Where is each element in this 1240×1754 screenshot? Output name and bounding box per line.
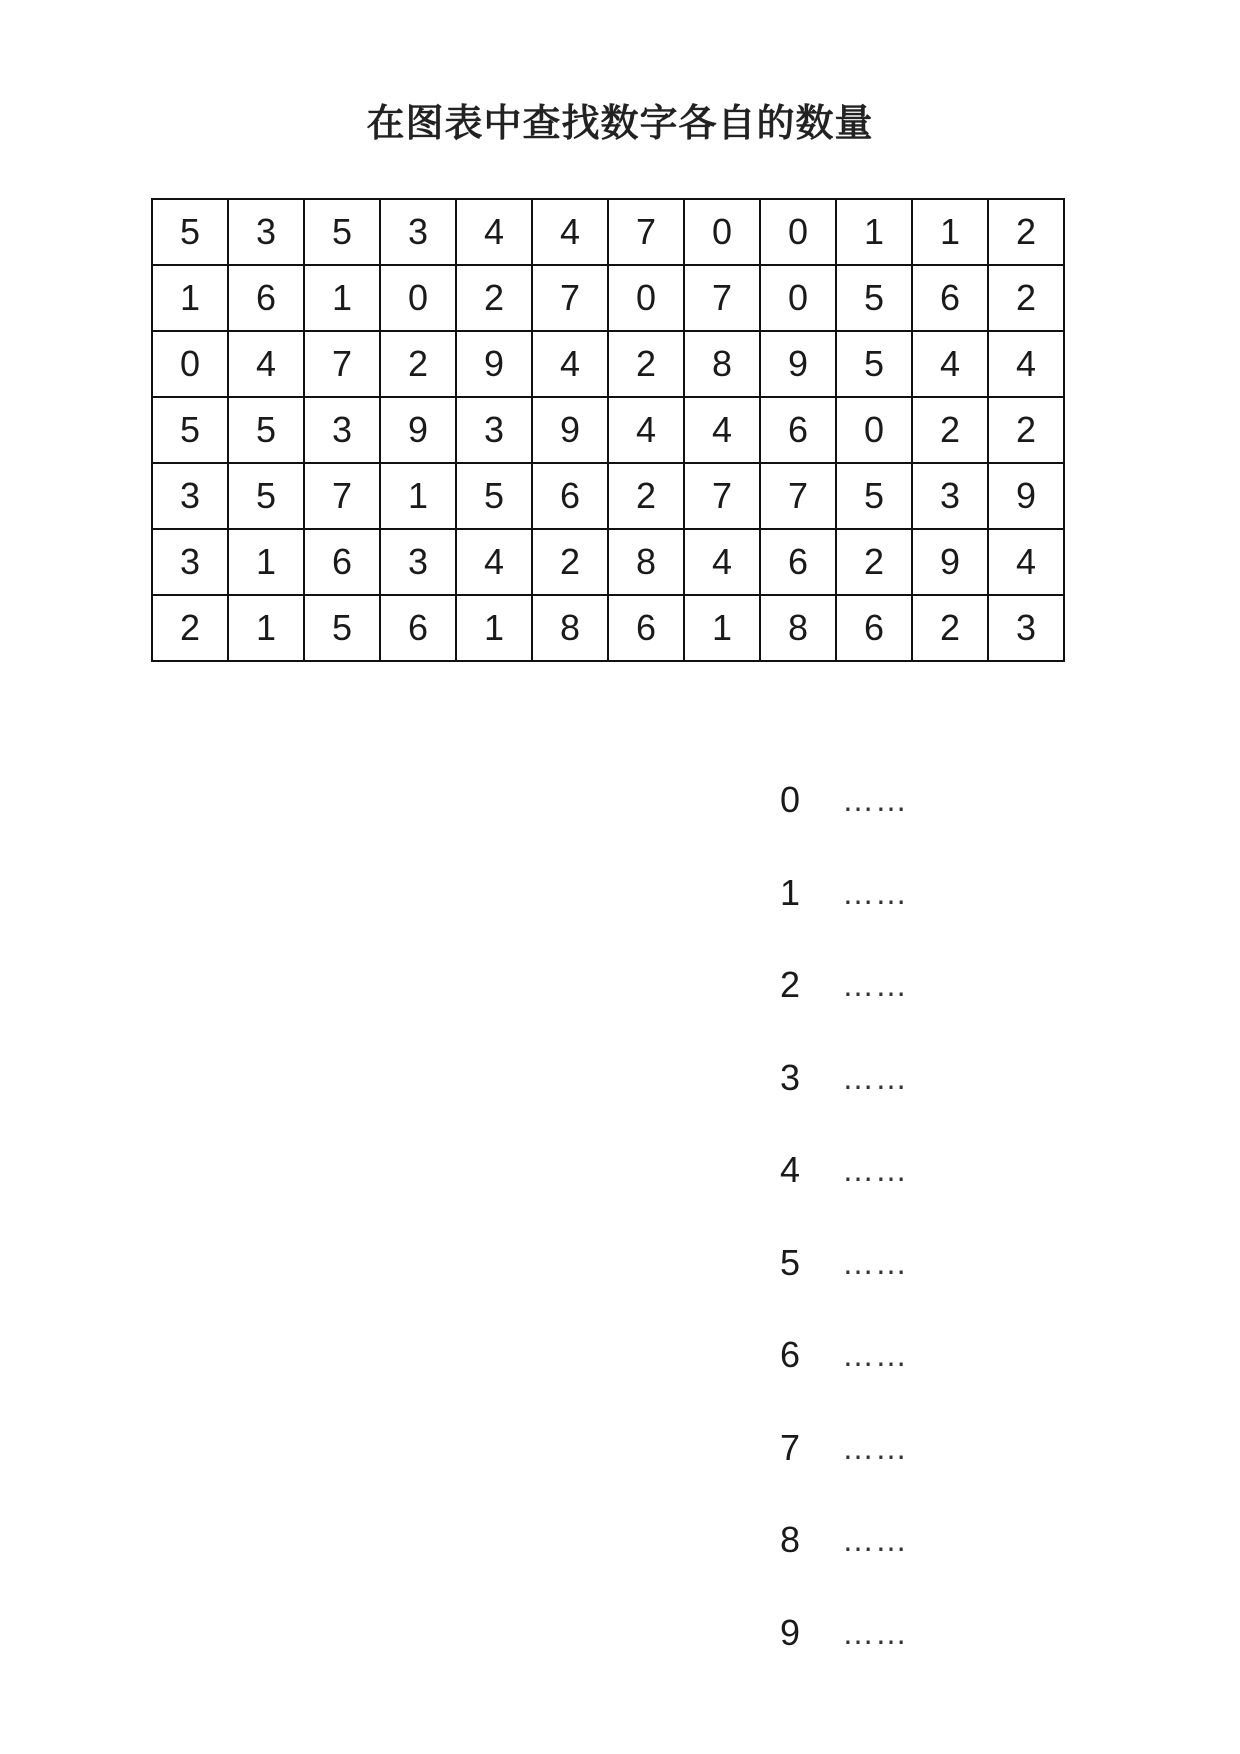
grid-cell: 2 <box>380 331 456 397</box>
answer-digit-label: 1 <box>780 871 801 913</box>
answer-row <box>780 1331 1080 1424</box>
grid-cell: 3 <box>912 463 988 529</box>
grid-row <box>152 529 1064 595</box>
grid-cell: 2 <box>912 397 988 463</box>
grid-cell: 6 <box>912 265 988 331</box>
answer-digit-label: 6 <box>780 1334 801 1375</box>
grid-cell: 4 <box>532 331 608 397</box>
grid-cell: 5 <box>836 265 912 331</box>
grid-cell: 6 <box>304 529 380 595</box>
grid-cell: 8 <box>532 595 608 661</box>
answer-row <box>780 1516 1080 1609</box>
grid-cell: 5 <box>152 199 228 265</box>
grid-cell: 5 <box>836 331 912 397</box>
grid-cell: 4 <box>608 397 684 463</box>
answer-blank[interactable]: …… <box>842 1244 908 1281</box>
answer-blank[interactable]: …… <box>842 967 908 1003</box>
grid-cell: 7 <box>684 265 760 331</box>
answer-digit-label: 0 <box>780 779 801 820</box>
grid-cell: 4 <box>456 199 532 265</box>
answer-blank[interactable]: …… <box>842 1152 908 1188</box>
grid-cell: 6 <box>836 595 912 661</box>
grid-cell: 2 <box>836 529 912 595</box>
grid-cell: 8 <box>684 331 760 397</box>
grid-cell: 1 <box>228 529 304 595</box>
grid-cell: 2 <box>456 265 532 331</box>
grid-cell: 0 <box>152 331 228 397</box>
grid-cell: 5 <box>228 463 304 529</box>
answer-row <box>780 1054 1080 1147</box>
grid-cell: 1 <box>456 595 532 661</box>
grid-cell: 4 <box>988 331 1064 397</box>
answer-digit-label: 4 <box>780 1149 801 1190</box>
grid-cell: 2 <box>912 595 988 661</box>
grid-cell: 7 <box>608 199 684 265</box>
grid-cell: 0 <box>760 265 836 331</box>
answer-list <box>780 776 1080 1701</box>
answer-row <box>780 1146 1080 1239</box>
grid-cell: 7 <box>304 463 380 529</box>
grid-cell: 9 <box>532 397 608 463</box>
grid-cell: 3 <box>152 529 228 595</box>
answer-digit-label: 9 <box>780 1611 801 1653</box>
answer-row <box>780 869 1080 962</box>
answer-digit-label: 3 <box>780 1056 801 1098</box>
grid-cell: 2 <box>988 397 1064 463</box>
grid-cell: 7 <box>304 331 380 397</box>
answer-blank[interactable]: …… <box>842 1337 908 1373</box>
grid-cell: 4 <box>988 529 1064 595</box>
grid-cell: 9 <box>456 331 532 397</box>
grid-cell: 1 <box>228 595 304 661</box>
answer-row <box>780 1609 1080 1702</box>
grid-cell: 1 <box>684 595 760 661</box>
grid-cell: 2 <box>532 529 608 595</box>
grid-cell: 9 <box>912 529 988 595</box>
answer-blank[interactable]: …… <box>842 782 908 818</box>
grid-cell: 0 <box>684 199 760 265</box>
grid-cell: 4 <box>228 331 304 397</box>
grid-cell: 4 <box>684 397 760 463</box>
grid-cell: 6 <box>532 463 608 529</box>
grid-cell: 5 <box>228 397 304 463</box>
answer-digit-label: 2 <box>780 964 801 1005</box>
grid-cell: 5 <box>456 463 532 529</box>
number-grid-body <box>152 199 1064 661</box>
grid-row <box>152 199 1064 265</box>
grid-cell: 0 <box>760 199 836 265</box>
number-grid <box>151 198 1065 662</box>
answer-row <box>780 961 1080 1054</box>
answer-blank[interactable]: …… <box>842 874 908 911</box>
grid-cell: 1 <box>380 463 456 529</box>
grid-cell: 3 <box>228 199 304 265</box>
grid-cell: 5 <box>836 463 912 529</box>
grid-cell: 7 <box>760 463 836 529</box>
grid-cell: 7 <box>684 463 760 529</box>
answer-blank[interactable]: …… <box>842 1059 908 1096</box>
grid-cell: 8 <box>760 595 836 661</box>
grid-cell: 3 <box>988 595 1064 661</box>
grid-row <box>152 331 1064 397</box>
grid-cell: 4 <box>684 529 760 595</box>
grid-cell: 2 <box>988 199 1064 265</box>
answer-row <box>780 1239 1080 1332</box>
grid-cell: 1 <box>836 199 912 265</box>
grid-cell: 3 <box>152 463 228 529</box>
grid-cell: 6 <box>608 595 684 661</box>
grid-row <box>152 265 1064 331</box>
grid-cell: 0 <box>380 265 456 331</box>
grid-cell: 2 <box>608 331 684 397</box>
grid-cell: 5 <box>304 595 380 661</box>
grid-cell: 3 <box>304 397 380 463</box>
grid-cell: 3 <box>380 199 456 265</box>
grid-cell: 1 <box>912 199 988 265</box>
answer-blank[interactable]: …… <box>842 1522 908 1558</box>
grid-cell: 1 <box>152 265 228 331</box>
grid-cell: 0 <box>608 265 684 331</box>
grid-cell: 1 <box>304 265 380 331</box>
answer-digit-label: 8 <box>780 1519 801 1560</box>
grid-cell: 5 <box>152 397 228 463</box>
grid-cell: 7 <box>532 265 608 331</box>
answer-blank[interactable]: …… <box>842 1614 908 1651</box>
grid-cell: 4 <box>912 331 988 397</box>
grid-cell: 2 <box>988 265 1064 331</box>
grid-cell: 3 <box>456 397 532 463</box>
grid-cell: 9 <box>760 331 836 397</box>
grid-cell: 6 <box>380 595 456 661</box>
grid-cell: 6 <box>760 397 836 463</box>
grid-row <box>152 463 1064 529</box>
answer-row <box>780 1424 1080 1517</box>
grid-cell: 8 <box>608 529 684 595</box>
grid-cell: 2 <box>152 595 228 661</box>
grid-cell: 2 <box>608 463 684 529</box>
grid-cell: 3 <box>380 529 456 595</box>
grid-cell: 5 <box>304 199 380 265</box>
grid-cell: 4 <box>532 199 608 265</box>
grid-row <box>152 397 1064 463</box>
grid-cell: 0 <box>836 397 912 463</box>
answer-blank[interactable]: …… <box>842 1429 908 1466</box>
answer-digit-label: 5 <box>780 1241 801 1283</box>
grid-cell: 9 <box>988 463 1064 529</box>
grid-cell: 6 <box>228 265 304 331</box>
worksheet-title: 在图表中查找数字各自的数量 <box>366 101 874 145</box>
grid-row <box>152 595 1064 661</box>
grid-cell: 9 <box>380 397 456 463</box>
answer-row <box>780 776 1080 869</box>
grid-cell: 4 <box>456 529 532 595</box>
grid-cell: 6 <box>760 529 836 595</box>
answer-digit-label: 7 <box>780 1426 801 1468</box>
